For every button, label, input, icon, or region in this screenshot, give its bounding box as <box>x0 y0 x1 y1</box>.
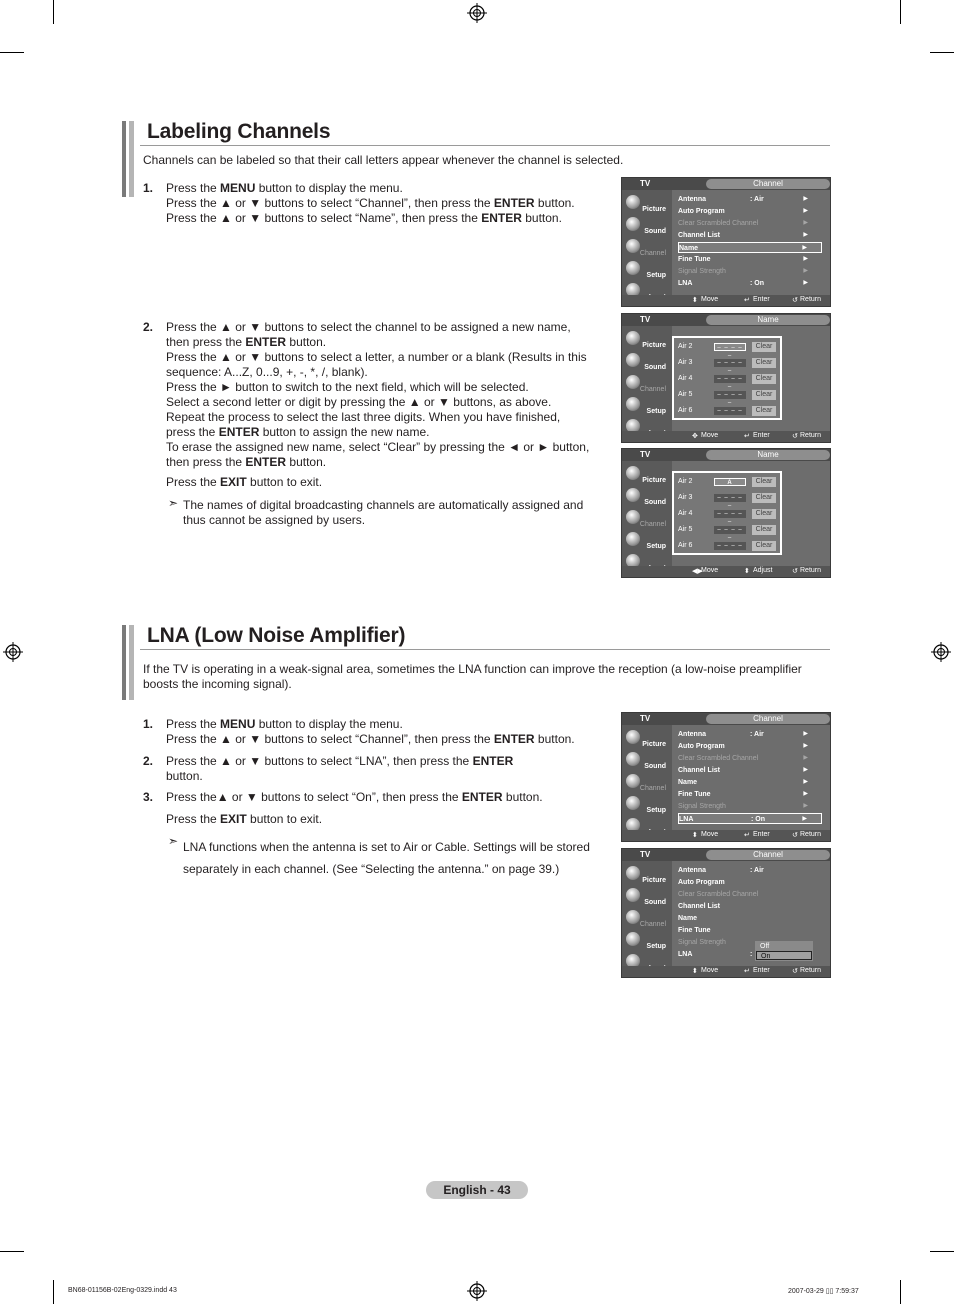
osd-menu-label: Signal Strength <box>678 268 726 275</box>
return-icon: ↺ <box>792 968 798 975</box>
osd-side-label: Sound <box>644 763 666 770</box>
crop-mark <box>900 0 901 24</box>
osd-return-label: Return <box>800 567 822 574</box>
exit-text: Press the EXIT button to exit. <box>166 475 323 489</box>
osd-header <box>622 449 830 461</box>
osd-menu-label: Clear Scrambled Channel <box>678 755 759 762</box>
osd-menu <box>678 194 822 294</box>
osd-menu-label: Fine Tune <box>678 927 711 934</box>
note-text: LNA functions when the antenna is set to Air or Cable. Settings will be stored separately in each channel. (See “Selecting the antenna.” on page 39.) <box>183 840 590 876</box>
osd-menu-row <box>678 254 822 265</box>
arrow-right-icon: ▶ <box>803 196 808 202</box>
osd-name-field <box>714 510 746 525</box>
arrow-right-icon: ▶ <box>803 779 808 785</box>
step-1 <box>143 181 613 231</box>
osd-side-label: Sound <box>644 228 666 235</box>
osd-footer <box>622 431 830 442</box>
osd-menu-label: Antenna <box>678 867 706 874</box>
move-icon: ⬍ <box>692 832 698 839</box>
osd-side-sound <box>624 352 670 372</box>
osd-return-label: Return <box>800 831 822 838</box>
sound-icon <box>626 353 640 367</box>
osd-side-label: Setup <box>646 272 666 279</box>
osd-clear-button: Clear <box>752 374 776 384</box>
exit-instruction <box>143 812 613 828</box>
section-bar <box>129 121 134 197</box>
crop-mark <box>0 52 24 53</box>
osd-menu-value: : Air <box>750 196 764 203</box>
osd-name-row <box>678 493 778 509</box>
osd-menu-label: Signal Strength <box>678 939 726 946</box>
osd-side-label: Picture <box>642 741 666 748</box>
move-icon: ✥ <box>692 433 698 440</box>
section-intro <box>143 662 833 694</box>
osd-menu-row <box>678 925 822 936</box>
osd-menu-label: Channel List <box>678 232 721 239</box>
arrow-right-icon: ▶ <box>803 220 808 226</box>
osd-name-row <box>678 509 778 525</box>
osd-side-label: Channel <box>639 785 666 792</box>
osd-move-label: Move <box>701 296 719 303</box>
osd-name-row <box>678 541 778 557</box>
arrow-right-icon: ▶ <box>803 731 808 737</box>
osd-header <box>622 314 830 326</box>
osd-enter-label: Enter <box>753 831 770 838</box>
move-icon: ⬍ <box>692 968 698 975</box>
section-title: Labeling Channels <box>147 120 331 143</box>
osd-menu-row <box>678 753 822 764</box>
osd-side-sound <box>624 487 670 507</box>
osd-side-label: Channel <box>639 521 666 528</box>
osd-enter-label: Enter <box>753 432 770 439</box>
osd-enter-label: Enter <box>753 296 770 303</box>
osd-menu-label: Clear Scrambled Channel <box>678 220 759 227</box>
osd-menu-label: Clear Scrambled Channel <box>678 891 759 898</box>
osd-menu-label: Antenna <box>678 196 706 203</box>
osd-name-label: Air 6 <box>678 542 693 549</box>
osd-sidebar <box>622 190 672 306</box>
crop-mark <box>53 0 54 24</box>
osd-side-setup <box>624 931 670 951</box>
note <box>160 836 600 876</box>
setup-icon <box>626 397 640 411</box>
osd-tv-label: TV <box>640 450 651 459</box>
osd-move-label: Move <box>701 567 719 574</box>
osd-menu-label: Auto Program <box>678 743 725 750</box>
step-1 <box>143 717 613 749</box>
osd-name-field <box>714 407 746 422</box>
osd-move-label: Move <box>701 831 719 838</box>
registration-mark-icon <box>467 3 487 23</box>
osd-side-picture <box>624 465 670 485</box>
arrow-right-icon: ▶ <box>803 268 808 274</box>
osd-header <box>622 178 830 190</box>
move-icon: ◀▶ <box>692 568 703 575</box>
channel-icon <box>626 239 640 253</box>
osd-side-label: Setup <box>646 408 666 415</box>
step-number: 2. <box>143 320 154 334</box>
osd-menu-label: Fine Tune <box>678 256 711 263</box>
osd-name-field <box>714 359 746 374</box>
osd-menu-row <box>678 765 822 776</box>
osd-tv-label: TV <box>640 315 651 324</box>
osd-menu-row <box>678 789 822 800</box>
note-text: The names of digital broadcasting channels are automatically assigned and thus cannot be assigned by users. <box>183 498 584 527</box>
step-text: Press the ▲ or ▼ buttons to select “LNA”, then press the ENTER button. <box>166 754 514 783</box>
osd-menu-row <box>678 242 822 253</box>
osd-side-channel <box>624 374 670 394</box>
registration-mark-icon <box>467 1281 487 1301</box>
step-3 <box>143 790 613 806</box>
osd-side-label: Sound <box>644 899 666 906</box>
step-text: Press the ▲ or ▼ buttons to select the channel to be assigned a new name, then press the ENTER button. Press the ▲ or ▼ buttons to select a letter, a number or a blank (Results in this sequence: A...Z, 0...9, +, -, *, /, blank). Press the ► button to switch to the next field, which will be selected. Select a second letter or digit by pressing the ▲ or ▼ buttons, as above. Repeat the process to select the last three digits. When you have finished, press the ENTER button to assign the new name. To erase the assigned new name, select “Clear” by pressing the ◄ or ► button, then press the ENTER button. <box>166 320 590 469</box>
osd-tv-label: TV <box>640 714 651 723</box>
osd-title: Channel <box>706 850 830 860</box>
move-icon: ⬍ <box>692 297 698 304</box>
crop-mark <box>0 1251 24 1252</box>
arrow-right-icon: ▶ <box>802 816 807 822</box>
section-rule <box>140 649 830 650</box>
osd-title: Name <box>706 315 830 325</box>
osd-name-row <box>678 358 778 374</box>
osd-side-setup <box>624 396 670 416</box>
osd-sidebar <box>622 326 672 442</box>
osd-side-label: Picture <box>642 206 666 213</box>
sound-icon <box>626 888 640 902</box>
step-text: Press the MENU button to display the menu. Press the ▲ or ▼ buttons to select “Channel”, then press the ENTER button. Press the ▲ or ▼ buttons to select “Name”, then press the ENTER button. <box>166 181 575 225</box>
osd-header <box>622 713 830 725</box>
osd-return-label: Return <box>800 967 822 974</box>
osd-menu-row <box>678 801 822 812</box>
osd-menu-label: Channel List <box>678 767 721 774</box>
osd-clear-button: Clear <box>752 390 776 400</box>
osd-menu-row <box>678 865 822 876</box>
osd-name-field <box>714 478 746 486</box>
osd-return-label: Return <box>800 296 822 303</box>
crop-mark <box>930 1251 954 1252</box>
registration-mark-icon <box>931 642 951 662</box>
osd-name-dashes: – – – – – <box>717 376 743 390</box>
setup-icon <box>626 261 640 275</box>
osd-title: Channel <box>706 179 830 189</box>
page-number: English - 43 <box>426 1181 528 1199</box>
osd-channel-menu-lna <box>621 712 831 842</box>
channel-icon <box>626 375 640 389</box>
osd-menu-row <box>678 901 822 912</box>
setup-icon <box>626 532 640 546</box>
osd-name-dashes: – – – – – <box>717 511 743 525</box>
step-number: 2. <box>143 754 154 768</box>
osd-tv-label: TV <box>640 850 651 859</box>
osd-menu-label: Auto Program <box>678 879 725 886</box>
osd-move-label: Move <box>701 967 719 974</box>
note-arrow-icon: ➣ <box>168 834 179 848</box>
osd-side-label: Setup <box>646 807 666 814</box>
osd-name-dashes: – – – – – <box>717 543 743 557</box>
intro-text: If the TV is operating in a weak-signal area, sometimes the LNA function can improve the reception (a low-noise preamplifier boosts the incoming signal). <box>143 662 802 691</box>
footer-file: BN68-01156B-02Eng-0329.indd 43 <box>68 1287 177 1294</box>
osd-name-label: Air 4 <box>678 510 693 517</box>
osd-name-row <box>678 342 778 359</box>
osd-side-label: Channel <box>639 250 666 257</box>
osd-side-label: Channel <box>639 386 666 393</box>
osd-name-label: Air 6 <box>678 407 693 414</box>
channel-icon <box>626 774 640 788</box>
section-title: LNA (Low Noise Amplifier) <box>147 624 406 647</box>
osd-clear-button: Clear <box>752 493 776 503</box>
osd-name-field <box>714 375 746 390</box>
section-bar <box>129 625 134 700</box>
osd-return-label: Return <box>800 432 822 439</box>
osd-name-row <box>678 525 778 541</box>
osd-menu-label: Signal Strength <box>678 803 726 810</box>
osd-menu-row <box>678 230 822 241</box>
osd-menu-label: Antenna <box>678 731 706 738</box>
osd-menu-value: : Air <box>750 731 764 738</box>
osd-side-label: Setup <box>646 943 666 950</box>
osd-menu-label: Name <box>678 779 698 786</box>
osd-sidebar <box>622 461 672 577</box>
up-down-icon: ⬍ <box>744 568 750 575</box>
arrow-right-icon: ▶ <box>803 280 808 286</box>
step-number: 1. <box>143 717 154 731</box>
osd-name-field <box>714 494 746 509</box>
osd-menu-label: LNA <box>679 816 694 823</box>
osd-name-row <box>678 406 778 422</box>
enter-icon: ↵ <box>744 968 750 975</box>
osd-side-setup <box>624 795 670 815</box>
arrow-right-icon: ▶ <box>803 755 808 761</box>
arrow-right-icon: ▶ <box>803 232 808 238</box>
osd-enter-label: Enter <box>753 967 770 974</box>
osd-title: Channel <box>706 714 830 724</box>
osd-name-label: Air 3 <box>678 494 693 501</box>
osd-side-sound <box>624 216 670 236</box>
osd-menu-row <box>678 813 822 824</box>
sound-icon <box>626 752 640 766</box>
osd-clear-button: Clear <box>752 477 776 487</box>
picture-icon <box>626 730 640 744</box>
osd-side-setup <box>624 531 670 551</box>
lna-option-off: Off <box>760 943 770 950</box>
osd-menu-row <box>678 278 822 289</box>
osd-move-label: Move <box>701 432 719 439</box>
arrow-right-icon: ▶ <box>803 791 808 797</box>
osd-side-label: Setup <box>646 543 666 550</box>
footer-timestamp: 2007-03-29 ▯▯ 7:59:37 <box>788 1288 859 1295</box>
osd-side-label: Sound <box>644 499 666 506</box>
sound-icon <box>626 217 640 231</box>
osd-menu-label: Channel List <box>678 903 721 910</box>
osd-title: Name <box>706 450 830 460</box>
return-icon: ↺ <box>792 568 798 575</box>
enter-icon: ↵ <box>744 297 750 304</box>
crop-mark <box>53 1280 54 1304</box>
osd-name-field <box>714 526 746 541</box>
osd-name-label: Air 2 <box>678 478 693 485</box>
arrow-right-icon: ▶ <box>803 743 808 749</box>
lna-option-on: On <box>756 951 812 960</box>
osd-side-label: Picture <box>642 342 666 349</box>
osd-side-sound <box>624 751 670 771</box>
osd-name-dashes: – – – – – <box>717 345 743 359</box>
picture-icon <box>626 866 640 880</box>
osd-name-dashes: – – – – – <box>717 527 743 541</box>
osd-side-channel <box>624 909 670 929</box>
exit-text: Press the EXIT button to exit. <box>166 812 323 826</box>
osd-name-label: Air 4 <box>678 375 693 382</box>
step-number: 3. <box>143 790 154 804</box>
osd-sidebar <box>622 725 672 841</box>
osd-name-field <box>714 391 746 406</box>
step-text: Press the MENU button to display the menu. Press the ▲ or ▼ buttons to select “Channel”, then press the ENTER button. <box>166 717 575 746</box>
section-bar <box>122 121 126 197</box>
osd-menu-row <box>678 206 822 217</box>
osd-footer <box>622 295 830 306</box>
osd-name-label: Air 3 <box>678 359 693 366</box>
osd-side-sound <box>624 887 670 907</box>
crop-mark <box>930 52 954 53</box>
step-text: Press the▲ or ▼ buttons to select “On”, then press the ENTER button. <box>166 790 543 804</box>
osd-channel-menu-name <box>621 177 831 307</box>
osd-side-picture <box>624 330 670 350</box>
return-icon: ↺ <box>792 832 798 839</box>
osd-name-char: A <box>727 480 733 486</box>
osd-name-edit <box>621 448 831 578</box>
osd-menu-label: LNA <box>678 280 693 287</box>
osd-clear-button: Clear <box>752 406 776 416</box>
osd-menu-label: Name <box>679 245 699 252</box>
section-bar <box>122 625 126 700</box>
arrow-right-icon: ▶ <box>803 208 808 214</box>
osd-side-channel <box>624 238 670 258</box>
channel-icon <box>626 910 640 924</box>
enter-icon: ↵ <box>744 433 750 440</box>
enter-icon: ↵ <box>744 832 750 839</box>
osd-menu-row <box>678 913 822 924</box>
osd-clear-button: Clear <box>752 342 776 352</box>
osd-menu-row <box>678 729 822 740</box>
osd-side-picture <box>624 729 670 749</box>
step-2 <box>143 754 613 786</box>
osd-side-picture <box>624 194 670 214</box>
step-2 <box>143 320 613 475</box>
osd-name-row <box>678 374 778 390</box>
picture-icon <box>626 331 640 345</box>
osd-clear-button: Clear <box>752 525 776 535</box>
osd-menu-row <box>678 266 822 277</box>
osd-menu-label: LNA <box>678 951 693 958</box>
osd-clear-button: Clear <box>752 509 776 519</box>
osd-side-label: Picture <box>642 877 666 884</box>
setup-icon <box>626 796 640 810</box>
osd-menu-row <box>678 877 822 888</box>
osd-side-label: Channel <box>639 921 666 928</box>
setup-icon <box>626 932 640 946</box>
osd-name-box <box>672 471 782 555</box>
osd-side-label: Sound <box>644 364 666 371</box>
osd-footer <box>622 830 830 841</box>
exit-instruction <box>143 475 613 491</box>
osd-name-box <box>672 336 782 420</box>
osd-header <box>622 849 830 861</box>
osd-menu-label: Auto Program <box>678 208 725 215</box>
osd-menu-value: : On <box>751 816 765 823</box>
osd-name-dashes: – – – – – <box>717 408 743 422</box>
osd-name-dashes: – – – – – <box>717 392 743 406</box>
return-icon: ↺ <box>792 297 798 304</box>
osd-menu <box>678 729 822 829</box>
osd-menu-row <box>678 777 822 788</box>
picture-icon <box>626 195 640 209</box>
crop-mark <box>900 1280 901 1304</box>
osd-menu-value: : <box>750 951 753 958</box>
channel-icon <box>626 510 640 524</box>
lna-popup <box>755 941 813 961</box>
osd-name-dashes: – – – – – <box>717 495 743 509</box>
osd-menu-label: Name <box>678 915 698 922</box>
osd-name-label: Air 2 <box>678 343 693 350</box>
return-icon: ↺ <box>792 433 798 440</box>
osd-footer <box>622 966 830 977</box>
osd-name-label: Air 5 <box>678 526 693 533</box>
osd-name-row <box>678 390 778 406</box>
osd-name-list <box>621 313 831 443</box>
osd-name-row <box>678 477 778 487</box>
osd-sidebar <box>622 861 672 977</box>
osd-name-field <box>714 542 746 557</box>
osd-menu-row <box>678 218 822 229</box>
osd-clear-button: Clear <box>752 358 776 368</box>
note-arrow-icon: ➣ <box>168 496 179 510</box>
note <box>160 498 600 530</box>
section-intro: Channels can be labeled so that their call letters appear whenever the channel is selected. <box>143 153 624 167</box>
osd-side-setup <box>624 260 670 280</box>
osd-menu-value: : Air <box>750 867 764 874</box>
osd-menu-label: Fine Tune <box>678 791 711 798</box>
osd-menu-row <box>678 741 822 752</box>
arrow-right-icon: ▶ <box>803 256 808 262</box>
osd-side-channel <box>624 773 670 793</box>
osd-menu-row <box>678 889 822 900</box>
registration-mark-icon <box>3 642 23 662</box>
arrow-right-icon: ▶ <box>803 803 808 809</box>
sound-icon <box>626 488 640 502</box>
osd-side-picture <box>624 865 670 885</box>
osd-name-label: Air 5 <box>678 391 693 398</box>
arrow-right-icon: ▶ <box>802 245 807 251</box>
step-number: 1. <box>143 181 154 195</box>
osd-tv-label: TV <box>640 179 651 188</box>
osd-side-label: Picture <box>642 477 666 484</box>
osd-clear-button: Clear <box>752 541 776 551</box>
osd-side-channel <box>624 509 670 529</box>
osd-menu-row <box>678 194 822 205</box>
osd-name-dashes: – – – – – <box>717 360 743 374</box>
osd-name-field <box>714 343 746 359</box>
osd-channel-menu-lna-popup <box>621 848 831 978</box>
arrow-right-icon: ▶ <box>803 767 808 773</box>
osd-enter-label: Adjust <box>753 567 773 574</box>
section-rule <box>140 145 830 146</box>
picture-icon <box>626 466 640 480</box>
osd-menu-value: : On <box>750 280 764 287</box>
osd-footer <box>622 566 830 577</box>
